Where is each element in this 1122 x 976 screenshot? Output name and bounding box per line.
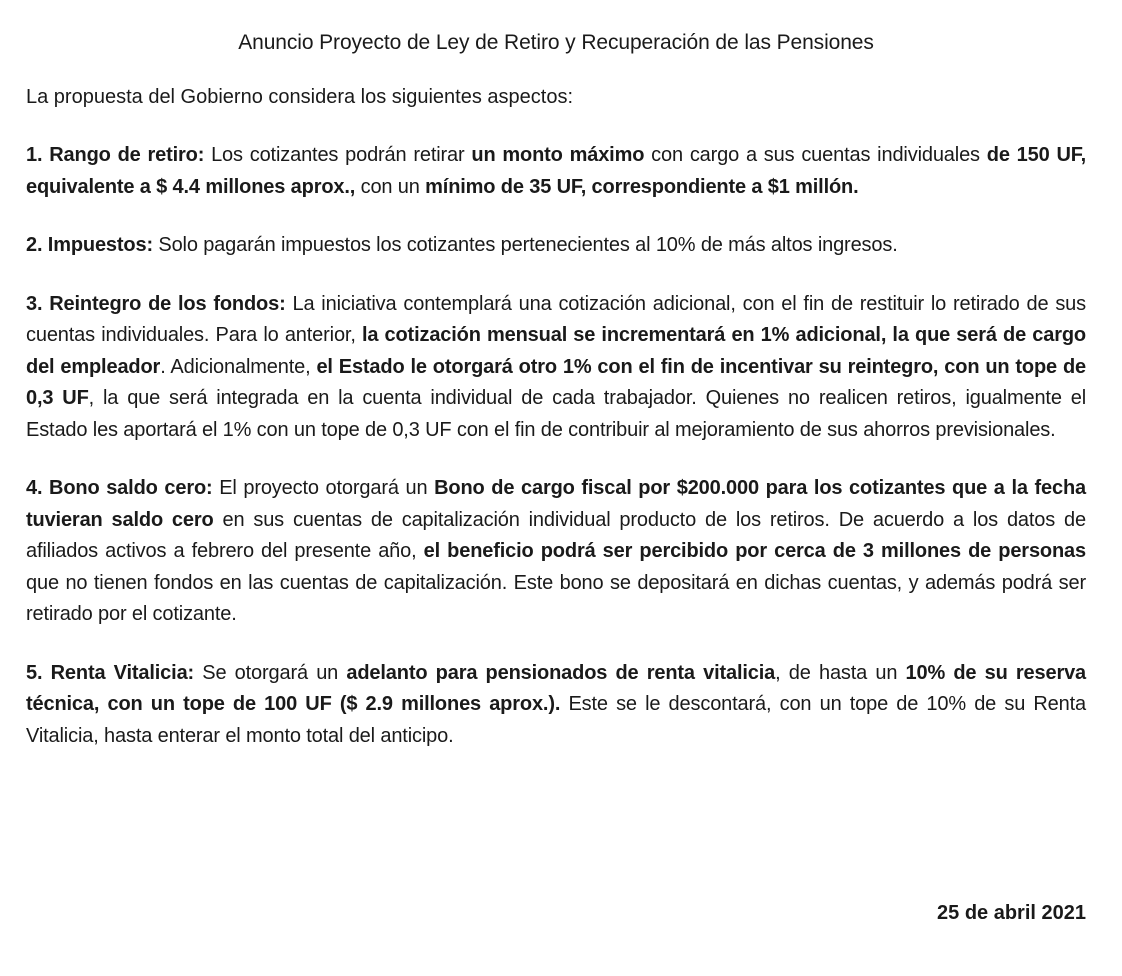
bold-text-segment: 2. Impuestos: — [26, 234, 153, 256]
text-segment: , la que será integrada en la cuenta individual de cada trabajador. Quienes no realicen retiros, igualmente el Estado les aportará el 1% con un tope de 0,3 UF con el fin de contribuir al mejoramiento de sus ahorros previsionales. — [26, 387, 1087, 441]
text-segment: Se otorgará un — [194, 661, 347, 684]
bold-text-segment: 5. Renta Vitalicia: — [26, 661, 195, 684]
intro-paragraph: La propuesta del Gobierno considera los siguientes aspectos: — [26, 86, 574, 108]
point-rango-de-retiro — [26, 140, 1086, 203]
point-reintegro-de-los-fondos — [26, 289, 1086, 447]
bold-text-segment: 1. Rango de retiro: — [26, 144, 205, 166]
bold-text-segment: de 150 UF, equivalente a $ 4.4 millones aprox., — [26, 144, 1086, 198]
text-segment: El proyecto otorgará un — [212, 477, 435, 499]
bold-text-segment: 4. Bono saldo cero: — [26, 477, 213, 499]
bold-text-segment: adelanto para pensionados de renta vitalicia — [346, 661, 776, 684]
document-title: Anuncio Proyecto de Ley de Retiro y Recuperación de las Pensiones — [238, 31, 874, 54]
text-segment: La iniciativa contemplará una cotización adicional, con el fin de restituir lo retirado de sus cuentas individuales. Para lo anterior, — [26, 292, 1086, 346]
text-segment: que no tienen fondos en las cuentas de capitalización. Este bono se depositará en dichas cuentas, y además podrá ser retirado por el cotizante. — [26, 571, 1086, 625]
text-segment: Los cotizantes podrán retirar — [204, 144, 472, 166]
bold-text-segment: un monto máximo — [471, 144, 645, 166]
bold-text-segment: 10% de su reserva técnica, con un tope de 100 UF ($ 2.9 millones aprox.). — [26, 661, 1087, 715]
text-segment: con un — [355, 175, 426, 198]
bold-text-segment: el beneficio podrá ser percibido por cerca de 3 millones de personas — [423, 540, 1086, 562]
text-segment: Solo pagarán impuestos los cotizantes pertenecientes al 10% de más altos ingresos. — [152, 234, 898, 256]
point-impuestos — [26, 230, 1086, 262]
bold-text-segment: la cotización mensual se incrementará en 1% adicional, la que será de cargo del empleador — [26, 324, 1087, 378]
text-segment: . Adicionalmente, — [160, 355, 317, 378]
text-segment: en sus cuentas de capitalización individual producto de los retiros. De acuerdo a los datos de afiliados activos a febrero del presente año, — [26, 508, 1086, 562]
text-segment: Este se le descontará, con un tope de 10% de su Renta Vitalicia, hasta enterar el monto total del anticipo. — [26, 693, 1086, 747]
bold-text-segment: el Estado le otorgará otro 1% con el fin de incentivar su reintegro, con un tope de 0,3 UF — [26, 355, 1086, 409]
text-segment: con cargo a sus cuentas individuales — [644, 144, 987, 166]
point-bono-saldo-cero — [26, 473, 1086, 631]
bold-text-segment: mínimo de 35 UF, correspondiente a $1 millón. — [425, 175, 859, 198]
document-date: 25 de abril 2021 — [937, 902, 1086, 924]
bold-text-segment: Bono de cargo fiscal por $200.000 para los cotizantes que a la fecha tuvieran saldo cero — [26, 477, 1086, 531]
bold-text-segment: 3. Reintegro de los fondos: — [26, 292, 286, 315]
point-renta-vitalicia — [26, 658, 1086, 753]
text-segment: , de hasta un — [775, 661, 906, 684]
